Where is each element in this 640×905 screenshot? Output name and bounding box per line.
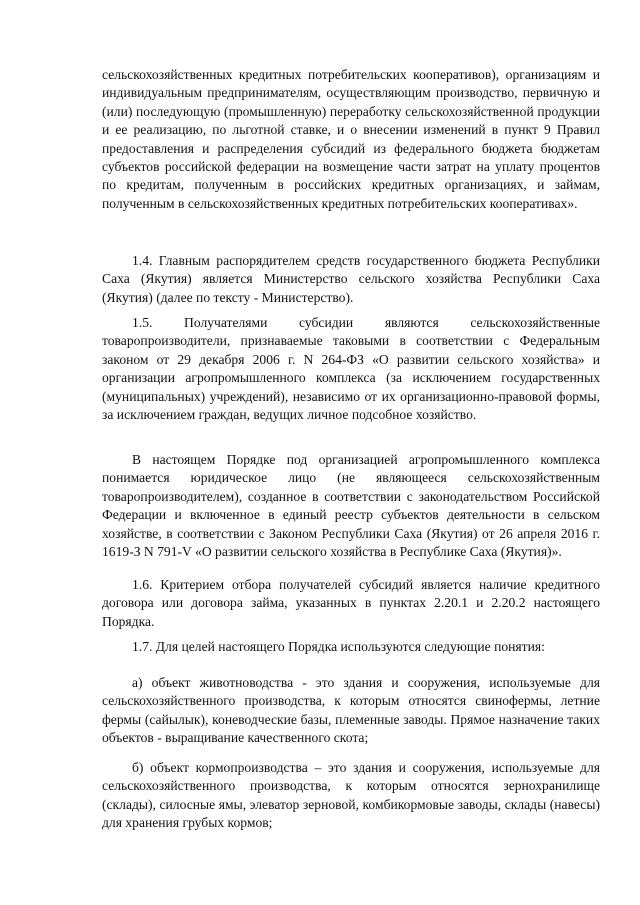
paragraph-1-4: 1.4. Главным распорядителем средств государственного бюджета Республики Саха (Якутия) является Министерство сельского хозяйства Республики Саха (Якутия) (далее по тексту - Министерство). xyxy=(102,253,600,305)
paragraph-item-b: б) объект кормопроизводства – это здания и сооружения, используемые для сельскохозяйственного производства, к которым относятся зернохранилище (склады), силосные ямы, элеватор зерновой, комбикормовые заводы, склады (навесы) для хранения грубых кормов; xyxy=(102,760,600,831)
paragraph-agro-organization: В настоящем Порядке под организацией агропромышленного комплекса понимается юридическое лицо (не являющееся сельскохозяйственным товаропроизводителем), созданное в соответствии с законодательством Российской Федерации и включенное в единый реестр субъектов деятельности в сельском хозяйстве, в соответствии с Законом Республики Саха (Якутия) от 26 апреля 2016 г. 1619-З N 791-V «О развитии сельского хозяйства в Республике Саха (Якутия)». xyxy=(102,452,600,560)
paragraph-1-5: 1.5. Получателями субсидии являются сельскохозяйственные товаропроизводители, признаваемые таковыми в соответствии с Федеральным законом от 29 декабря 2006 г. N 264-ФЗ «О развитии сельского хозяйства» и организации агропромышленного комплекса (за исключением государственных (муниципальных) учреждений), независимо от их организационно-правовой формы, за исключением граждан, ведущих личное подсобное хозяйство. xyxy=(102,315,600,423)
paragraph-continuation: сельскохозяйственных кредитных потребительских кооперативов), организациям и индивидуальным предпринимателям, осуществляющим производство, первичную и (или) последующую (промышленную) переработку сельскохозяйственной продукции и ее реализацию, по льготной ставке, и о внесении изменений в пункт 9 Правил предоставления и распределения субсидий из федерального бюджета бюджетам субъектов российской федерации на возмещение части затрат на уплату процентов по кредитам, полученным в российских кредитных организациях, и займам, полученным в сельскохозяйственных кредитных потребительских кооперативах». xyxy=(102,67,600,211)
paragraph-item-a: а) объект животноводства - это здания и сооружения, используемые для сельскохозяйственного производства, к которым относятся свинофермы, летние фермы (сайылык), коневодческие базы, племенные заводы. Прямое назначение таких объектов - выращивание качественного скота; xyxy=(102,675,600,746)
paragraph-1-6: 1.6. Критерием отбора получателей субсидий является наличие кредитного договора или договора займа, указанных в пунктах 2.20.1 и 2.20.2 настоящего Порядка. xyxy=(102,577,600,629)
paragraph-1-7: 1.7. Для целей настоящего Порядка используются следующие понятия: xyxy=(132,639,545,654)
